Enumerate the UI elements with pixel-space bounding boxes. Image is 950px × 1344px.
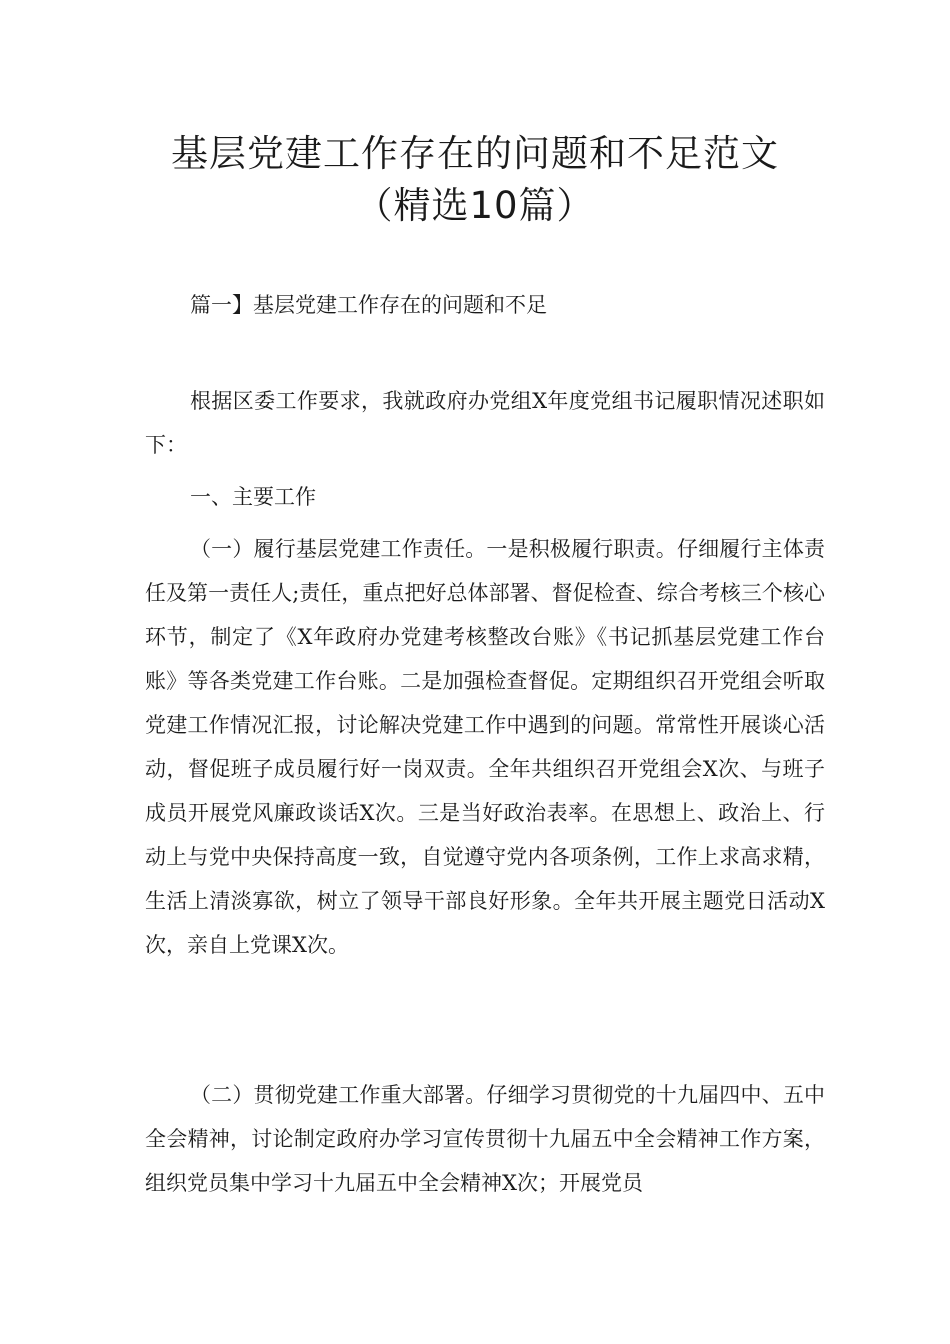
paragraph-deployment: （二）贯彻党建工作重大部署。仔细学习贯彻党的十九届四中、五中全会精神，讨论制定政府办学习宣传贯彻十九届五中全会精神工作方案，组织党员集中学习十九届五中全会精神X次；开展党员 [145, 1083, 825, 1195]
paragraph-responsibility: （一）履行基层党建工作责任。一是积极履行职责。仔细履行主体责任及第一责任人;责任，重点把好总体部署、督促检查、综合考核三个核心环节，制定了《X年政府办党建考核整改台账》《书记抓基层党建工作台账》等各类党建工作台账。二是加强检查督促。定期组织召开党组会听取党建工作情况汇报，讨论解决党建工作中遇到的问题。常常性开展谈心活动，督促班子成员履行好一岗双责。全年共组织召开党组会X次、与班子成员开展党风廉政谈话X次。三是当好政治表率。在思想上、政治上、行动上与党中央保持高度一致，自觉遵守党内各项条例，工作上求高求精，生活上清淡寡欲，树立了领导干部良好形象。全年共开展主题党日活动X次，亲自上党课X次。 [145, 537, 825, 957]
document-title: 基层党建工作存在的问题和不足范文 [171, 132, 779, 175]
paragraph-intro: 根据区委工作要求，我就政府办党组X年度党组书记履职情况述职如下： [145, 389, 825, 457]
heading-main-work: 一、主要工作 [190, 485, 316, 509]
document-subtitle: （精选10篇） [355, 184, 595, 227]
section-heading: 篇一】基层党建工作存在的问题和不足 [190, 293, 547, 317]
